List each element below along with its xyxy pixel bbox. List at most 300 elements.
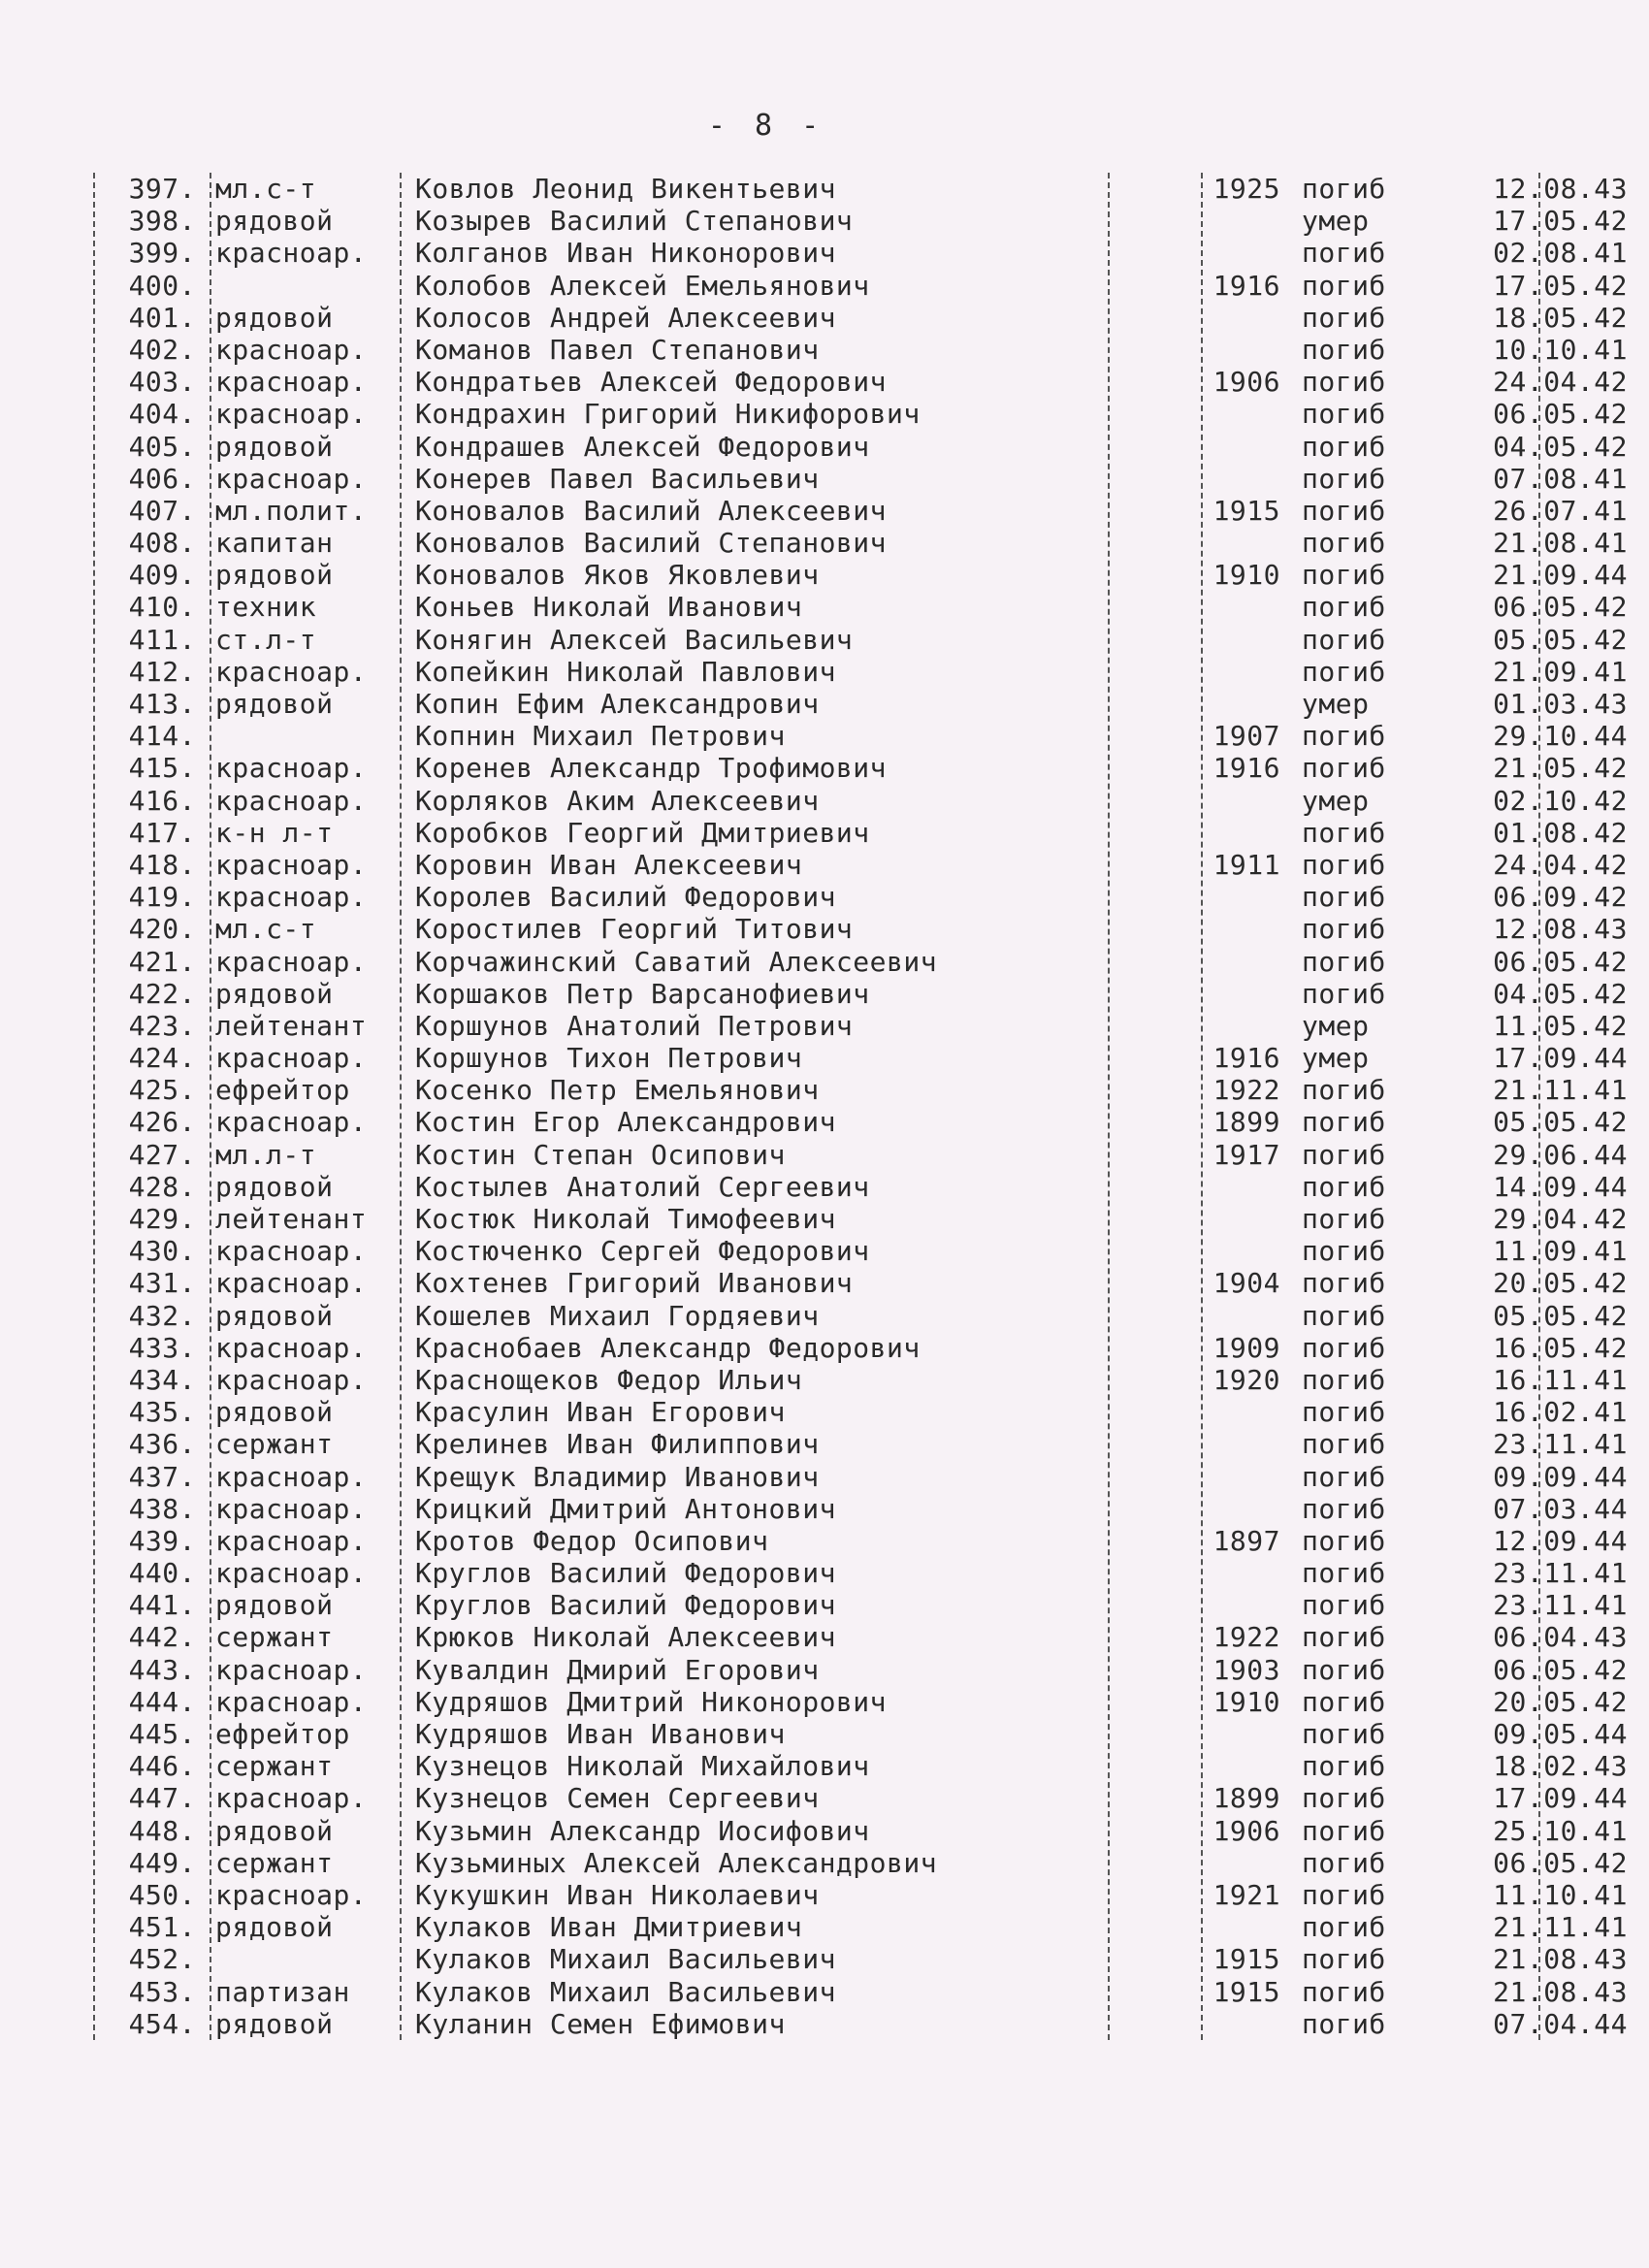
record-rank: рядовой	[215, 1911, 334, 1944]
record-birth-year: 1903	[1212, 1653, 1280, 1686]
record-status: погиб	[1302, 1074, 1386, 1107]
record-number: 424.	[128, 1042, 196, 1075]
record-name: Кулаков Михаил Васильевич	[415, 1975, 836, 2008]
record-name: Крещук Владимир Иванович	[415, 1460, 820, 1493]
record-date: 29.06.44	[1493, 1138, 1628, 1171]
record-number: 397.	[128, 173, 196, 205]
record-number: 436.	[128, 1428, 196, 1461]
record-birth-year: 1922	[1212, 1074, 1280, 1107]
record-date: 24.04.42	[1493, 848, 1628, 881]
record-rank: рядовой	[215, 2007, 334, 2040]
table-row	[87, 1557, 1628, 1590]
record-number: 412.	[128, 655, 196, 688]
record-rank: красноар.	[215, 1460, 368, 1493]
record-number: 446.	[128, 1750, 196, 1783]
record-name: Конерев Павел Васильевич	[415, 462, 820, 495]
record-birth-year: 1910	[1212, 1685, 1280, 1718]
record-number: 399.	[128, 237, 196, 270]
record-status: погиб	[1302, 1975, 1386, 2008]
table-row	[87, 1363, 1628, 1396]
record-status: погиб	[1302, 1203, 1386, 1235]
record-name: Крицкий Дмитрий Антонович	[415, 1492, 836, 1525]
record-name: Кузьминых Алексей Александрович	[415, 1846, 938, 1879]
record-status: погиб	[1302, 591, 1386, 624]
record-number: 406.	[128, 462, 196, 495]
record-number: 422.	[128, 977, 196, 1010]
table-row	[87, 494, 1628, 527]
record-date: 06.05.42	[1493, 945, 1628, 978]
table-row	[87, 1782, 1628, 1815]
record-number: 408.	[128, 527, 196, 560]
record-status: погиб	[1302, 430, 1386, 463]
record-name: Костин Егор Александрович	[415, 1106, 836, 1139]
record-date: 06.05.42	[1493, 1653, 1628, 1686]
record-number: 419.	[128, 881, 196, 914]
record-rank: ст.л-т	[215, 623, 317, 656]
table-row	[87, 559, 1628, 592]
record-name: Кротов Федор Осипович	[415, 1524, 769, 1557]
record-name: Кузнецов Николай Михайлович	[415, 1750, 870, 1783]
record-number: 450.	[128, 1878, 196, 1911]
record-date: 07.03.44	[1493, 1492, 1628, 1525]
table-row	[87, 1846, 1628, 1879]
record-rank: рядовой	[215, 1589, 334, 1622]
table-row	[87, 1814, 1628, 1847]
record-number: 413.	[128, 688, 196, 720]
record-name: Крюков Николай Алексеевич	[415, 1621, 836, 1654]
record-name: Кохтенев Григорий Иванович	[415, 1267, 854, 1300]
record-rank: мл.полит.	[215, 494, 368, 527]
record-status: погиб	[1302, 1170, 1386, 1203]
record-name: Коростилев Георгий Титович	[415, 913, 854, 946]
record-date: 23.11.41	[1493, 1589, 1628, 1622]
record-name: Конягин Алексей Васильевич	[415, 623, 854, 656]
table-row	[87, 1653, 1628, 1686]
record-date: 16.11.41	[1493, 1363, 1628, 1396]
record-number: 426.	[128, 1106, 196, 1139]
record-name: Кондрашев Алексей Федорович	[415, 430, 870, 463]
record-name: Кудряшов Дмитрий Никонорович	[415, 1685, 888, 1718]
record-status: погиб	[1302, 945, 1386, 978]
record-status: погиб	[1302, 269, 1386, 302]
record-number: 439.	[128, 1524, 196, 1557]
record-number: 417.	[128, 816, 196, 849]
record-name: Колосов Андрей Алексеевич	[415, 301, 836, 334]
record-date: 21.08.43	[1493, 1975, 1628, 2008]
table-row	[87, 881, 1628, 914]
record-number: 415.	[128, 752, 196, 785]
record-birth-year: 1907	[1212, 720, 1280, 753]
record-birth-year: 1915	[1212, 1943, 1280, 1976]
record-number: 453.	[128, 1975, 196, 2008]
record-rank: рядовой	[215, 430, 334, 463]
record-birth-year: 1917	[1212, 1138, 1280, 1171]
record-status: погиб	[1302, 398, 1386, 431]
table-row	[87, 1138, 1628, 1171]
table-row	[87, 1943, 1628, 1976]
record-birth-year: 1922	[1212, 1621, 1280, 1654]
record-status: умер	[1302, 784, 1370, 817]
record-rank: рядовой	[215, 977, 334, 1010]
record-name: Копин Ефим Александрович	[415, 688, 820, 720]
record-number: 442.	[128, 1621, 196, 1654]
record-birth-year: 1899	[1212, 1782, 1280, 1815]
table-row	[87, 720, 1628, 753]
record-status: погиб	[1302, 1943, 1386, 1976]
record-status: погиб	[1302, 494, 1386, 527]
record-name: Коровин Иван Алексеевич	[415, 848, 803, 881]
table-row	[87, 1331, 1628, 1364]
record-date: 02.10.42	[1493, 784, 1628, 817]
record-number: 452.	[128, 1943, 196, 1976]
record-date: 01.08.42	[1493, 816, 1628, 849]
table-row	[87, 1911, 1628, 1944]
record-rank: ефрейтор	[215, 1074, 350, 1107]
record-birth-year: 1906	[1212, 1814, 1280, 1847]
table-row	[87, 623, 1628, 656]
record-number: 445.	[128, 1718, 196, 1750]
record-name: Ковлов Леонид Викентьевич	[415, 173, 836, 205]
table-row	[87, 205, 1628, 238]
record-name: Краснобаев Александр Федорович	[415, 1331, 921, 1364]
record-rank: красноар.	[215, 1492, 368, 1525]
table-row	[87, 527, 1628, 560]
record-birth-year: 1910	[1212, 559, 1280, 592]
table-row	[87, 848, 1628, 881]
record-date: 06.05.42	[1493, 591, 1628, 624]
record-status: погиб	[1302, 1299, 1386, 1332]
casualty-list-table	[87, 173, 1628, 2040]
record-birth-year: 1925	[1212, 173, 1280, 205]
record-date: 17.05.42	[1493, 269, 1628, 302]
record-number: 407.	[128, 494, 196, 527]
table-row	[87, 1524, 1628, 1557]
table-row	[87, 1878, 1628, 1911]
record-date: 21.08.41	[1493, 527, 1628, 560]
record-rank: мл.с-т	[215, 173, 317, 205]
table-row	[87, 977, 1628, 1010]
record-number: 414.	[128, 720, 196, 753]
table-row	[87, 784, 1628, 817]
record-number: 441.	[128, 1589, 196, 1622]
record-rank: сержант	[215, 1621, 334, 1654]
record-number: 398.	[128, 205, 196, 238]
record-name: Куланин Семен Ефимович	[415, 2007, 786, 2040]
record-number: 430.	[128, 1235, 196, 1268]
record-name: Костюченко Сергей Федорович	[415, 1235, 870, 1268]
record-status: погиб	[1302, 1331, 1386, 1364]
table-row	[87, 1203, 1628, 1235]
record-name: Козырев Василий Степанович	[415, 205, 854, 238]
record-status: погиб	[1302, 720, 1386, 753]
record-rank: красноар.	[215, 1524, 368, 1557]
record-name: Коновалов Яков Яковлевич	[415, 559, 820, 592]
record-number: 443.	[128, 1653, 196, 1686]
record-birth-year: 1911	[1212, 848, 1280, 881]
record-rank: красноар.	[215, 1782, 368, 1815]
record-birth-year: 1920	[1212, 1363, 1280, 1396]
record-status: погиб	[1302, 623, 1386, 656]
record-birth-year: 1915	[1212, 494, 1280, 527]
record-name: Королев Василий Федорович	[415, 881, 836, 914]
record-date: 05.05.42	[1493, 1106, 1628, 1139]
record-number: 404.	[128, 398, 196, 431]
record-number: 411.	[128, 623, 196, 656]
record-status: погиб	[1302, 913, 1386, 946]
record-rank: красноар.	[215, 398, 368, 431]
record-name: Коновалов Василий Степанович	[415, 527, 888, 560]
record-status: погиб	[1302, 1878, 1386, 1911]
record-number: 405.	[128, 430, 196, 463]
record-status: погиб	[1302, 1814, 1386, 1847]
table-row	[87, 688, 1628, 720]
record-rank: рядовой	[215, 205, 334, 238]
record-name: Коробков Георгий Дмитриевич	[415, 816, 870, 849]
record-date: 16.02.41	[1493, 1396, 1628, 1429]
record-status: погиб	[1302, 1750, 1386, 1783]
record-number: 451.	[128, 1911, 196, 1944]
record-name: Кузнецов Семен Сергеевич	[415, 1782, 820, 1815]
record-rank: красноар.	[215, 881, 368, 914]
record-status: погиб	[1302, 301, 1386, 334]
record-date: 24.04.42	[1493, 366, 1628, 399]
record-status: погиб	[1302, 1782, 1386, 1815]
record-rank: мл.л-т	[215, 1138, 317, 1171]
record-rank: к-н л-т	[215, 816, 334, 849]
record-status: погиб	[1302, 1428, 1386, 1461]
record-name: Команов Павел Степанович	[415, 333, 820, 366]
record-status: погиб	[1302, 1524, 1386, 1557]
record-number: 410.	[128, 591, 196, 624]
record-date: 29.10.44	[1493, 720, 1628, 753]
record-rank: красноар.	[215, 333, 368, 366]
record-rank: сержант	[215, 1750, 334, 1783]
record-rank: красноар.	[215, 1557, 368, 1590]
record-date: 06.05.42	[1493, 1846, 1628, 1879]
record-status: погиб	[1302, 1846, 1386, 1879]
record-date: 06.04.43	[1493, 1621, 1628, 1654]
record-rank: красноар.	[215, 655, 368, 688]
record-status: погиб	[1302, 1396, 1386, 1429]
record-name: Кондратьев Алексей Федорович	[415, 366, 888, 399]
record-rank: красноар.	[215, 1106, 368, 1139]
table-row	[87, 655, 1628, 688]
table-row	[87, 398, 1628, 431]
record-date: 05.05.42	[1493, 623, 1628, 656]
record-name: Коновалов Василий Алексеевич	[415, 494, 888, 527]
record-number: 431.	[128, 1267, 196, 1300]
table-row	[87, 1170, 1628, 1203]
record-birth-year: 1915	[1212, 1975, 1280, 2008]
record-date: 26.07.41	[1493, 494, 1628, 527]
record-number: 400.	[128, 269, 196, 302]
record-date: 20.05.42	[1493, 1685, 1628, 1718]
table-row	[87, 237, 1628, 270]
record-status: погиб	[1302, 1621, 1386, 1654]
record-date: 21.09.41	[1493, 655, 1628, 688]
record-birth-year: 1906	[1212, 366, 1280, 399]
record-status: погиб	[1302, 881, 1386, 914]
record-name: Красулин Иван Егорович	[415, 1396, 786, 1429]
record-number: 425.	[128, 1074, 196, 1107]
record-date: 02.08.41	[1493, 237, 1628, 270]
record-date: 12.09.44	[1493, 1524, 1628, 1557]
record-number: 444.	[128, 1685, 196, 1718]
record-name: Кудряшов Иван Иванович	[415, 1718, 786, 1750]
record-number: 429.	[128, 1203, 196, 1235]
record-rank: рядовой	[215, 559, 334, 592]
table-row	[87, 816, 1628, 849]
record-status: погиб	[1302, 1138, 1386, 1171]
record-name: Коршунов Анатолий Петрович	[415, 1009, 854, 1042]
record-status: погиб	[1302, 1460, 1386, 1493]
record-status: погиб	[1302, 1235, 1386, 1268]
record-rank: лейтенант	[215, 1009, 368, 1042]
table-row	[87, 591, 1628, 624]
table-row	[87, 752, 1628, 785]
record-birth-year: 1916	[1212, 269, 1280, 302]
record-status: умер	[1302, 205, 1370, 238]
record-rank: красноар.	[215, 1235, 368, 1268]
record-number: 409.	[128, 559, 196, 592]
record-birth-year: 1921	[1212, 1878, 1280, 1911]
record-rank: красноар.	[215, 1042, 368, 1075]
record-date: 12.08.43	[1493, 913, 1628, 946]
record-number: 440.	[128, 1557, 196, 1590]
record-number: 437.	[128, 1460, 196, 1493]
record-date: 01.03.43	[1493, 688, 1628, 720]
record-rank: красноар.	[215, 945, 368, 978]
record-name: Колобов Алексей Емельянович	[415, 269, 870, 302]
record-name: Краснощеков Федор Ильич	[415, 1363, 803, 1396]
record-status: погиб	[1302, 655, 1386, 688]
record-number: 427.	[128, 1138, 196, 1171]
record-number: 420.	[128, 913, 196, 946]
record-rank: красноар.	[215, 366, 368, 399]
record-name: Корляков Аким Алексеевич	[415, 784, 820, 817]
record-number: 433.	[128, 1331, 196, 1364]
table-row	[87, 430, 1628, 463]
record-date: 11.05.42	[1493, 1009, 1628, 1042]
table-row	[87, 333, 1628, 366]
record-rank: рядовой	[215, 301, 334, 334]
record-rank: красноар.	[215, 237, 368, 270]
record-number: 423.	[128, 1009, 196, 1042]
table-row	[87, 1589, 1628, 1622]
table-row	[87, 366, 1628, 399]
record-number: 449.	[128, 1846, 196, 1879]
record-status: погиб	[1302, 1718, 1386, 1750]
record-status: умер	[1302, 1042, 1370, 1075]
record-status: погиб	[1302, 977, 1386, 1010]
record-status: погиб	[1302, 848, 1386, 881]
record-number: 416.	[128, 784, 196, 817]
record-rank: красноар.	[215, 1653, 368, 1686]
record-status: погиб	[1302, 2007, 1386, 2040]
record-date: 06.09.42	[1493, 881, 1628, 914]
record-number: 403.	[128, 366, 196, 399]
table-row	[87, 1750, 1628, 1783]
record-name: Косенко Петр Емельянович	[415, 1074, 820, 1107]
record-rank: мл.с-т	[215, 913, 317, 946]
record-birth-year: 1899	[1212, 1106, 1280, 1139]
table-row	[87, 1267, 1628, 1300]
record-name: Кукушкин Иван Николаевич	[415, 1878, 820, 1911]
record-status: погиб	[1302, 333, 1386, 366]
record-name: Крелинев Иван Филиппович	[415, 1428, 820, 1461]
table-row	[87, 1460, 1628, 1493]
record-name: Круглов Василий Федорович	[415, 1589, 836, 1622]
record-name: Копейкин Николай Павлович	[415, 655, 836, 688]
record-date: 21.05.42	[1493, 752, 1628, 785]
table-row	[87, 1718, 1628, 1750]
record-name: Корчажинский Саватий Алексеевич	[415, 945, 938, 978]
record-rank: красноар.	[215, 784, 368, 817]
record-rank: рядовой	[215, 688, 334, 720]
record-date: 25.10.41	[1493, 1814, 1628, 1847]
record-name: Копнин Михаил Петрович	[415, 720, 786, 753]
record-name: Коршунов Тихон Петрович	[415, 1042, 803, 1075]
record-date: 06.05.42	[1493, 398, 1628, 431]
record-rank: красноар.	[215, 1685, 368, 1718]
record-name: Коньев Николай Иванович	[415, 591, 803, 624]
record-status: погиб	[1302, 1685, 1386, 1718]
table-row	[87, 1492, 1628, 1525]
record-rank: сержант	[215, 1428, 334, 1461]
record-rank: красноар.	[215, 1331, 368, 1364]
record-number: 454.	[128, 2007, 196, 2040]
record-date: 29.04.42	[1493, 1203, 1628, 1235]
record-name: Круглов Василий Федорович	[415, 1557, 836, 1590]
table-row	[87, 1685, 1628, 1718]
table-row	[87, 1428, 1628, 1461]
record-date: 04.05.42	[1493, 977, 1628, 1010]
record-number: 428.	[128, 1170, 196, 1203]
record-rank: капитан	[215, 527, 334, 560]
record-name: Коршаков Петр Варсанофиевич	[415, 977, 870, 1010]
record-status: погиб	[1302, 1492, 1386, 1525]
record-date: 18.05.42	[1493, 301, 1628, 334]
record-rank: красноар.	[215, 848, 368, 881]
record-date: 21.11.41	[1493, 1911, 1628, 1944]
record-name: Кузьмин Александр Иосифович	[415, 1814, 870, 1847]
record-rank: красноар.	[215, 752, 368, 785]
table-row	[87, 1074, 1628, 1107]
table-row	[87, 1621, 1628, 1654]
record-birth-year: 1904	[1212, 1267, 1280, 1300]
record-date: 21.09.44	[1493, 559, 1628, 592]
record-rank: красноар.	[215, 1878, 368, 1911]
record-status: погиб	[1302, 1363, 1386, 1396]
record-name: Костылев Анатолий Сергеевич	[415, 1170, 870, 1203]
record-status: погиб	[1302, 816, 1386, 849]
record-number: 434.	[128, 1363, 196, 1396]
record-date: 14.09.44	[1493, 1170, 1628, 1203]
record-date: 07.08.41	[1493, 462, 1628, 495]
record-status: погиб	[1302, 752, 1386, 785]
record-number: 418.	[128, 848, 196, 881]
record-date: 05.05.42	[1493, 1299, 1628, 1332]
record-date: 09.09.44	[1493, 1460, 1628, 1493]
record-date: 21.08.43	[1493, 1943, 1628, 1976]
table-row	[87, 1042, 1628, 1075]
record-date: 23.11.41	[1493, 1557, 1628, 1590]
record-name: Кондрахин Григорий Никифорович	[415, 398, 921, 431]
record-date: 23.11.41	[1493, 1428, 1628, 1461]
record-status: погиб	[1302, 1557, 1386, 1590]
record-rank: лейтенант	[215, 1203, 368, 1235]
table-row	[87, 462, 1628, 495]
